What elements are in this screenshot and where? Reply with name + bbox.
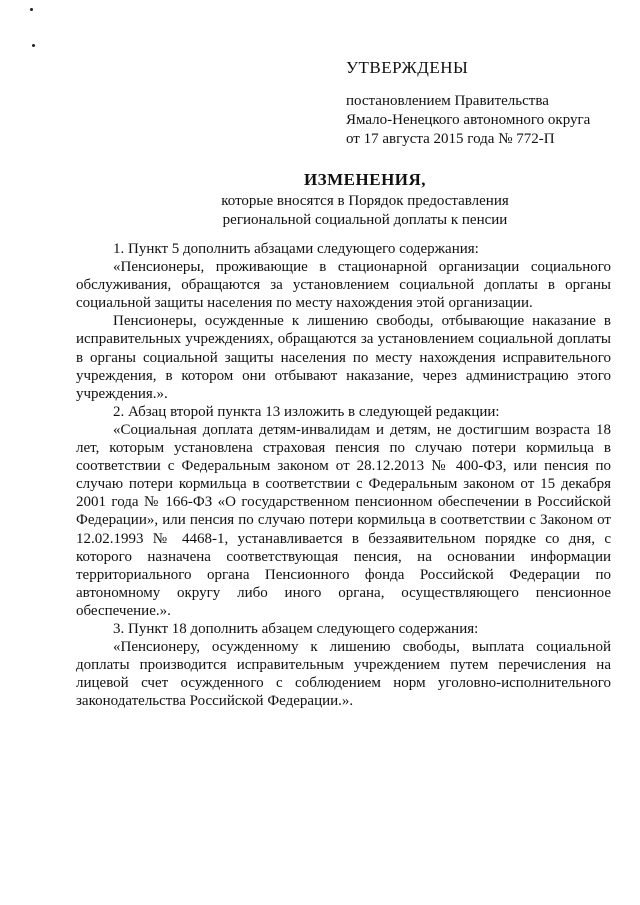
document-body [76,240,611,710]
scan-speck [30,8,33,11]
heading-subtitle: региональной социальной доплаты к пенсии [222,212,508,228]
paragraph-quote: Пенсионеры, осужденные к лишению свободы, отбывающие наказание в исправительных учреждениях, обращаются за установлением социальной доплаты в органы социальной защиты населения по месту нахождения исправительного учреждения, в котором они отбывают наказание, через администрацию этого учреждения.». [76,313,611,402]
heading-subtitle: которые вносятся в Порядок предоставления [221,193,509,209]
scan-speck [32,44,35,47]
paragraph-quote: «Пенсионеры, проживающие в стационарной организации социального обслуживания, обращаются за установлением социальной доплаты в органы социальной защиты населения по месту нахождения этой организации. [76,259,611,312]
heading-title: ИЗМЕНЕНИЯ, [303,170,427,189]
paragraph-quote: «Пенсионеру, осужденному к лишению свободы, выплата социальной доплаты производится исправительным учреждением путем перечисления на лицевой счет осужденного с соблюдением норм уголовно-исполнительного законодательства Российской Федерации.». [76,639,611,710]
approval-line: Ямало-Ненецкого автономного округа [346,112,591,128]
approval-block [340,58,620,149]
paragraph-item-3: 3. Пункт 18 дополнить абзацем следующего содержания: [113,620,479,637]
approval-line: от 17 августа 2015 года № 772-П [346,131,555,147]
paragraph-item-2: 2. Абзац второй пункта 13 изложить в следующей редакции: [113,403,500,420]
paragraph-quote: «Социальная доплата детям-инвалидам и детям, не достигшим возраста 18 лет, которым установлена страховая пенсия по случаю потери кормильца в соответствии с Федеральным законом от 28.12.2013 № 400-ФЗ, или пенсия по случаю потери кормильца в соответствии с Федеральным законом от 15 декабря 2001 года № 166-ФЗ «О государственном пенсионном обеспечении в Российской Федерации», или пенсия по случаю потери кормильца в соответствии с Законом от 12.02.1993 № 4468-1, устанавливается в беззаявительном порядке со дня, с которого назначена соответствующая пенсия, на основании информации территориального органа Пенсионного фонда Российской Федерации по автономному округу либо иного органа, осуществляющего пенсионное обеспечение.». [76,421,611,619]
paragraph-item-1: 1. Пункт 5 дополнить абзацами следующего содержания: [113,241,479,257]
document-heading [200,170,530,230]
approval-line: постановлением Правительства [346,93,549,109]
approval-title: УТВЕРЖДЕНЫ [346,58,469,77]
